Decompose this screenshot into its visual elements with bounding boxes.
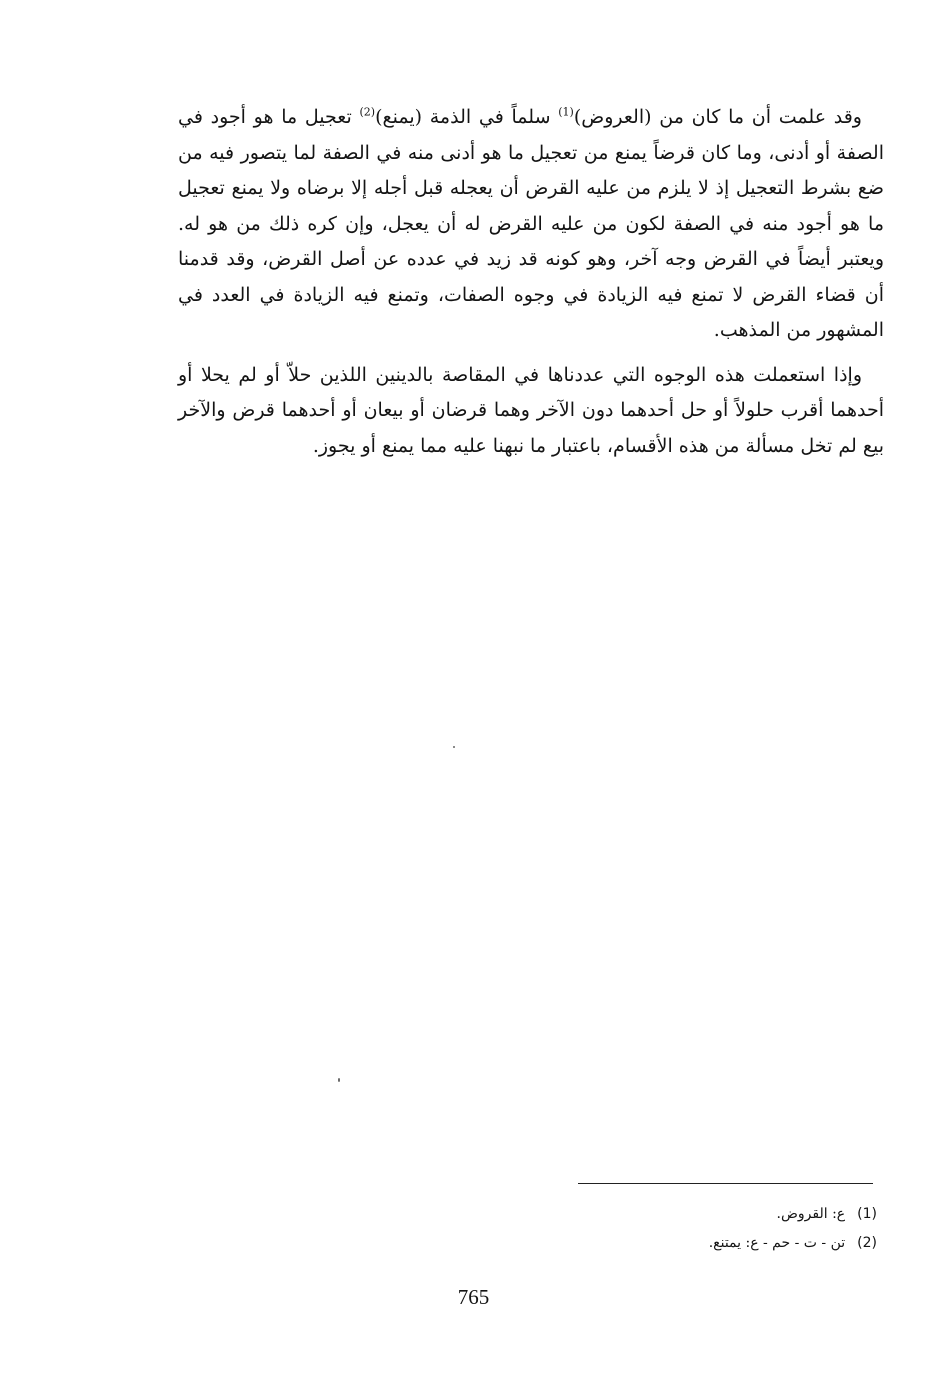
paragraph-1-part-3: تعجيل ما هو أجود في الصفة أو أدنى، وما كان قرضاً يمنع من تعجيل ما هو أدنى منه في الصفة لما يتصور فيه من ضع بشرط التعجيل إذ لا يلزم من عليه القرض أن يعجله قبل أجله إلا برضاه ولا يمنع تعجيل ما هو أجود منه في الصفة لكون من عليه القرض له أن يعجل، وإن كره ذلك من هو له. ويعتبر أيضاً في القرض وجه آخر، وهو كونه قد زيد في عدده عن أصل القرض، وقد قدمنا أن قضاء القرض لا تمنع فيه الزيادة في وجوه الصفات، وتمنع فيه الزيادة في العدد في المشهور من المذهب. [178, 106, 884, 341]
footnote-ref-1: (1) [558, 105, 574, 119]
footnote-2-number: (2) [857, 1235, 877, 1251]
paragraph-1-part-1: وقد علمت أن ما كان من (العروض) [573, 106, 862, 128]
main-text [178, 100, 884, 473]
footnote-2 [560, 1229, 877, 1258]
scan-speck [338, 1078, 340, 1082]
footnote-2-text: تن - ت - حم - ع: يمتنع. [708, 1235, 846, 1251]
footnotes [560, 1200, 877, 1258]
paragraph-1 [178, 100, 884, 349]
footnote-1-number: (1) [857, 1206, 877, 1222]
footnote-1 [560, 1200, 877, 1229]
page-number: 765 [457, 1285, 490, 1309]
footnote-1-text: ع: القروض. [776, 1206, 846, 1222]
paragraph-1-part-2: سلماً في الذمة (يمنع) [375, 106, 559, 128]
footnote-separator [578, 1183, 873, 1184]
scan-speck [453, 746, 455, 748]
paragraph-2: وإذا استعملت هذه الوجوه التي عددناها في المقاصة بالدينين اللذين حلاّ أو لم يحلا أو أحدهما أقرب حلولاً أو حل أحدهما دون الآخر وهما قرضان أو بيعان أو أحدهما قرض والآخر بيع لم تخل مسألة من هذه الأقسام، باعتبار ما نبهنا عليه مما يمنع أو يجوز. [178, 363, 884, 457]
footnote-ref-2: (2) [359, 105, 376, 119]
